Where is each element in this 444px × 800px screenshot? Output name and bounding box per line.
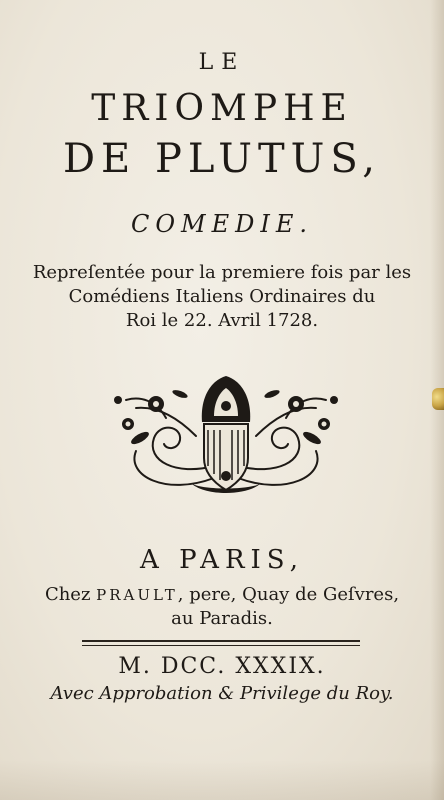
imprint-city: A PARIS, <box>140 545 304 575</box>
representation-line-1: Repreſentée pour la premiere fois par les <box>32 262 412 283</box>
genre-comedie: COMEDIE. <box>130 210 313 238</box>
title-de-plutus: DE PLUTUS, <box>62 136 382 182</box>
floral-ornament <box>96 366 356 506</box>
publication-year: M. DCC. XXXIX. <box>118 654 326 679</box>
printer-prefix: Chez <box>44 584 97 605</box>
brass-clasp <box>432 388 444 410</box>
imprint-printer <box>0 584 444 605</box>
imprint-sign: au Paradis. <box>171 608 273 629</box>
representation-line-2: Comédiens Italiens Ordinaires du <box>68 286 376 307</box>
title-le: LE <box>198 50 246 75</box>
page-bottom-shadow <box>0 760 444 800</box>
title-triomphe: TRIOMPHE <box>91 88 353 129</box>
privilege-line: Avec Approbation & Privilege du Roy. <box>50 683 394 704</box>
double-rule-bottom <box>82 645 360 646</box>
representation-line-3: Roi le 22. Avril 1728. <box>125 310 319 331</box>
printer-name: PRAULT <box>96 586 178 604</box>
printer-suffix: , pere, Quay de Geſvres, <box>177 584 400 605</box>
double-rule-top <box>82 640 360 642</box>
